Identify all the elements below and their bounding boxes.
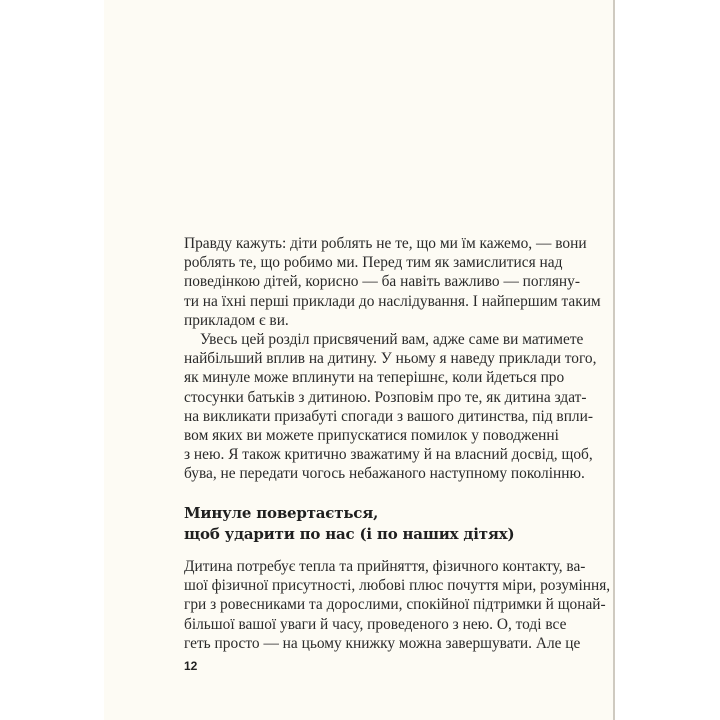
text-line: стосунки батьків з дитиною. Розповім про те, як дитина здат-	[184, 388, 587, 406]
page-number: 12	[184, 659, 198, 673]
text-line: на викликати призабуті спогади з вашого дитинства, під впли-	[184, 407, 593, 425]
heading-line: Минуле повертається,	[184, 504, 379, 522]
text-line: бува, не передати чогось небажаного наступному поколінню.	[184, 465, 585, 483]
text-line: як минуле може вплинути на теперішнє, коли йдеться про	[184, 369, 565, 387]
text-line: Увесь цей розділ присвячений вам, адже саме ви матимете	[200, 330, 584, 348]
text-line: Дитина потребує тепла та прийняття, фізичного контакту, ва-	[184, 558, 586, 575]
text-line: більшої вашої уваги й часу, проведеного з нею. О, тоді все	[184, 615, 567, 633]
text-line: з нею. Я також критично зважатиму й на власний досвід, щоб,	[184, 446, 593, 464]
text-line: прикладом є ви.	[184, 311, 289, 329]
text-line: ти на їхні перші приклади до наслідування. І найпершим таким	[184, 292, 601, 310]
body-text-bottom	[184, 557, 611, 653]
text-line: роблять те, що робимо ми. Перед тим як замислитися над	[184, 254, 563, 272]
text-line: найбільший вплив на дитину. У ньому я наведу приклади того,	[184, 350, 597, 368]
text-line: гри з ровесниками та дорослими, спокійної підтримки й щонай-	[184, 596, 606, 614]
section-heading	[184, 503, 514, 545]
text-line: геть просто — на цьому книжку можна завершувати. Але це	[184, 634, 581, 652]
text-line: шої фізичної присутності, любові плюс почуття міри, розуміння,	[184, 577, 611, 595]
text-line: Правду кажуть: діти роблять не те, що ми їм кажемо, — вони	[184, 235, 587, 252]
text-line: поведінкою дітей, корисно — ба навіть важливо — погляну-	[184, 273, 580, 291]
body-text-top	[184, 234, 601, 483]
text-line: вом яких ви можете припускатися помилок у поводженні	[184, 426, 559, 444]
heading-line: щоб ударити по нас (і по наших дітях)	[184, 525, 515, 543]
